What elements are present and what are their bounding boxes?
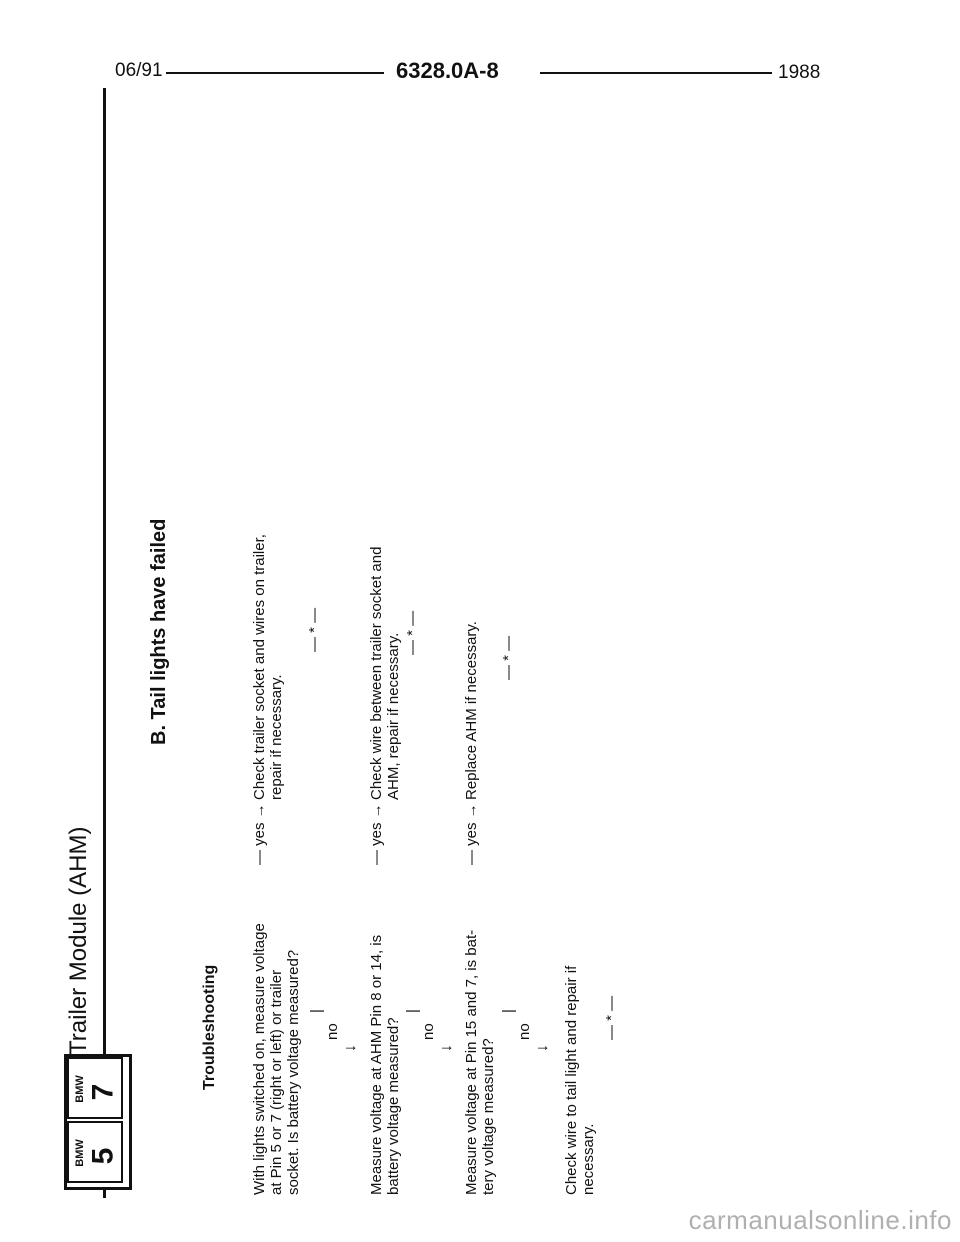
step1-down-arrow-icon: ↓ xyxy=(342,1044,359,1052)
final-line1: Check wire to tail light and repair if xyxy=(563,965,580,1195)
step3-down-arrow-icon: ↓ xyxy=(534,1044,551,1052)
step3-end: — * — xyxy=(500,635,517,680)
logo-cell-5-label: BMW xyxy=(74,1139,86,1167)
header-doc-number: 6328.0A-8 xyxy=(396,58,499,83)
step2-yes: — yes → xyxy=(368,803,385,865)
step2-no-bar: | xyxy=(404,1009,421,1013)
step3-no: no xyxy=(516,1023,533,1040)
section-title: Trailer Module (AHM) xyxy=(65,826,92,1055)
section-heading: B. Tail lights have failed xyxy=(148,518,170,745)
step3-action-line1: Replace AHM if necessary. xyxy=(463,621,480,800)
logo-cell-7-label: BMW xyxy=(74,1075,86,1103)
step2-action-line2: AHM, repair if necessary. xyxy=(385,632,402,800)
logo-cell-7-number: 7 xyxy=(86,1083,120,1101)
header-rule-right xyxy=(540,72,772,74)
step1-end: — * — xyxy=(306,607,323,652)
step1-question-line3: socket. Is battery voltage measured? xyxy=(285,949,302,1195)
step3-no-bar: | xyxy=(500,1009,517,1013)
step3-question-line2: tery voltage measured? xyxy=(480,1038,497,1195)
header-date: 06/91 xyxy=(115,60,163,81)
step2-end: — * — xyxy=(404,610,421,655)
troubleshooting-label: Troubleshooting xyxy=(201,964,218,1090)
step2-no: no xyxy=(420,1023,437,1040)
step2-action-line1: Check wire between trailer socket and xyxy=(368,546,385,800)
step1-action-line1: Check trailer socket and wires on trailer, xyxy=(251,534,268,800)
step1-action-line2: repair if necessary. xyxy=(268,674,285,800)
step3-question-line1: Measure voltage at Pin 15 and 7, is bat- xyxy=(463,929,480,1195)
logo-cell-5-number: 5 xyxy=(86,1147,120,1165)
step1-question-line1: With lights switched on, measure voltage xyxy=(251,923,268,1195)
step2-down-arrow-icon: ↓ xyxy=(438,1044,455,1052)
header-rule-left xyxy=(166,72,384,74)
step1-no-bar: | xyxy=(308,1009,325,1013)
step1-yes: — yes → xyxy=(251,803,268,865)
step1-no: no xyxy=(324,1023,341,1040)
final-line2: necessary. xyxy=(580,1123,597,1195)
step2-question-line1: Measure voltage at AHM Pin 8 or 14, is xyxy=(368,934,385,1195)
step3-yes: — yes → xyxy=(463,803,480,865)
watermark: carmanualsonline.info xyxy=(688,1205,952,1235)
final-end: — * — xyxy=(603,995,620,1040)
header-year: 1988 xyxy=(778,62,821,83)
step1-question-line2: at Pin 5 or 7 (right or left) or trailer xyxy=(268,969,285,1195)
step2-question-line2: battery voltage measured? xyxy=(385,1017,402,1195)
